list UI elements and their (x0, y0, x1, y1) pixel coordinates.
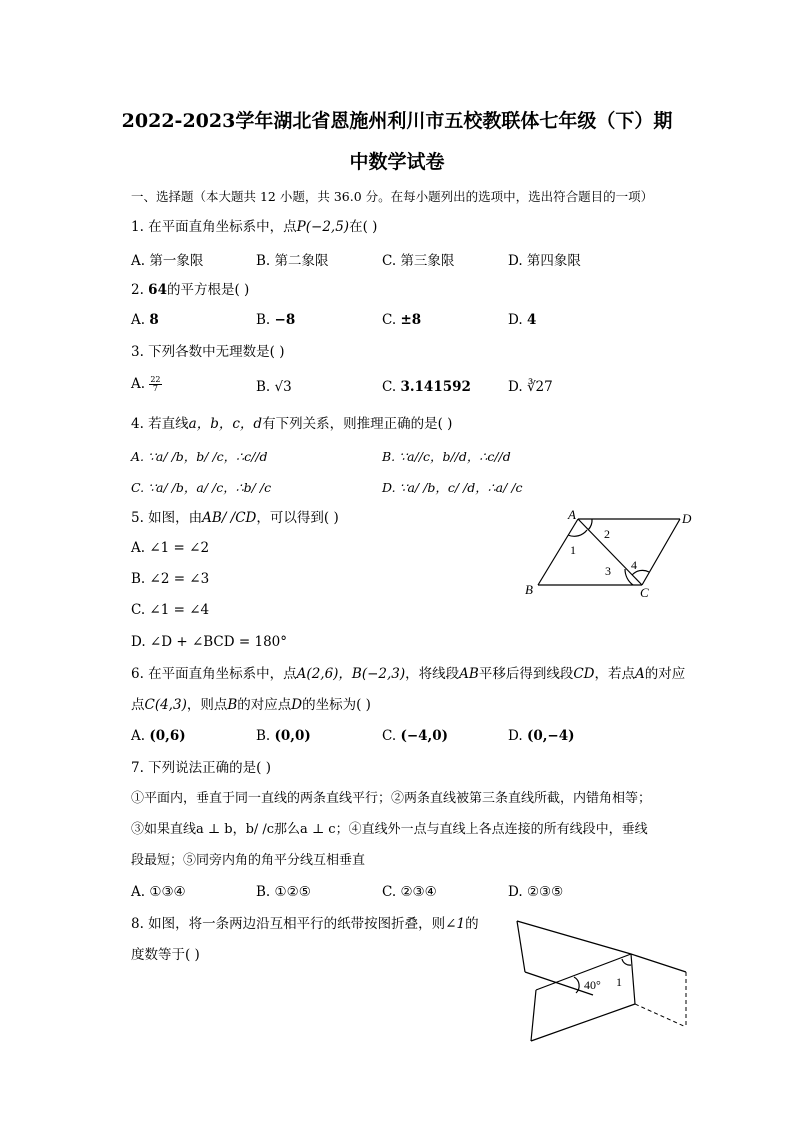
q4-option-a: A. ∵a/ /b，b/ /c，∴c//d (131, 449, 268, 464)
q3-option-d-label: D. (508, 379, 527, 395)
q2-option-c-value: ±8 (400, 312, 422, 328)
q6-option-a-value: (0,6) (149, 728, 186, 744)
section-heading: 一、选择题（本大题共 12 小题，共 36.0 分。在每小题列出的选项中，选出符合题目的一项） (131, 189, 654, 204)
q6-option-a (131, 728, 186, 744)
q3-option-b-label: B. (256, 379, 275, 395)
q2-option-d (508, 312, 536, 328)
q2-option-a (131, 312, 159, 328)
q4-option-d: D. ∵a/ /b，c/ /d，∴a/ /c (382, 480, 523, 495)
q6-option-d (508, 728, 575, 744)
q7-option-d (508, 884, 563, 900)
q6-segment: CD (573, 666, 595, 682)
q6-text: ，将线段 (405, 666, 460, 682)
q7-option-b-value: ①②⑤ (274, 884, 311, 900)
q5-stem-c: ，可以得到( ) (256, 510, 339, 526)
q7-statement-line3: 段最短；⑤同旁内角的角平分线互相垂直 (131, 853, 366, 868)
q2-option-d-label: D. (508, 312, 527, 328)
q3-option-a (131, 376, 162, 393)
q2-option-c-label: C. (382, 312, 401, 328)
q2-number: 64 (148, 282, 167, 298)
question-6-line1 (131, 665, 685, 683)
angle-1-label: 1 (570, 543, 576, 557)
q7-option-a (131, 884, 186, 900)
question-2-stem (131, 281, 249, 299)
q6-points: A(2,6)，B(−2,3) (296, 666, 406, 682)
q6-text: ，则点 (186, 697, 228, 713)
q6-point: C(4,3) (144, 697, 187, 713)
angle-1-label: 1 (616, 975, 622, 989)
question-8-line1 (131, 915, 479, 933)
q6-option-c-label: C. (382, 728, 401, 744)
q7-option-d-label: D. (508, 884, 527, 900)
q3-option-d (508, 379, 553, 395)
q6-text: 点 (131, 697, 145, 713)
q5-condition: AB/ /CD (202, 510, 257, 526)
q2-option-b (256, 312, 295, 328)
q5-stem-a: 5. 如图，由 (131, 510, 203, 526)
q8-text: 8. 如图，将一条两边沿互相平行的纸带按图折叠，则 (131, 916, 446, 932)
fraction-denominator: 7 (152, 384, 158, 393)
parallelogram-figure (520, 506, 700, 601)
exam-title-line2: 中数学试卷 (349, 151, 445, 173)
exam-title-line1: 2022-2023学年湖北省恩施州利川市五校教联体七年级（下）期 (121, 110, 673, 132)
q6-option-b (256, 728, 311, 744)
question-1-stem (131, 218, 377, 236)
q6-text: ，若点 (594, 666, 635, 682)
q2-option-b-label: B. (256, 312, 275, 328)
vertex-d-label: D (682, 511, 692, 526)
q1-option-a: A. 第一象限 (131, 253, 204, 269)
q1-option-c: C. 第三象限 (382, 253, 455, 269)
q7-option-c-value: ②③④ (400, 884, 437, 900)
q4-stem-c: 有下列关系，则推理正确的是( ) (262, 416, 453, 432)
q3-option-b (256, 379, 292, 395)
q3-fraction (149, 376, 161, 393)
q2-option-c (382, 312, 421, 328)
q3-option-b-value: √3 (274, 379, 292, 395)
q6-point: B (227, 697, 238, 713)
fraction-numerator: 22 (150, 375, 161, 384)
question-5-stem (131, 509, 339, 527)
angle-2-label: 2 (604, 527, 610, 541)
folded-strip-figure (510, 915, 695, 1055)
q3-option-c-value: 3.141592 (400, 379, 471, 395)
q2-stem-a: 2. (131, 282, 149, 298)
q6-option-b-value: (0,0) (274, 728, 311, 744)
q6-option-d-value: (0,−4) (526, 728, 575, 744)
q7-option-a-label: A. (131, 884, 150, 900)
q6-text: 6. 在平面直角坐标系中，点 (131, 666, 297, 682)
q1-option-b: B. 第二象限 (256, 253, 329, 269)
q6-text: 平移后得到线段 (478, 666, 574, 682)
q4-stem-a: 4. 若直线 (131, 416, 189, 432)
q4-lines: a，b，c，d (188, 416, 263, 432)
q7-option-b-label: B. (256, 884, 275, 900)
q6-option-c-value: (−4,0) (400, 728, 449, 744)
question-4-stem (131, 415, 452, 433)
vertex-c-label: C (640, 585, 649, 600)
q6-point: A (635, 666, 645, 682)
q3-option-d-value: ∛27 (526, 379, 553, 395)
q7-option-c-label: C. (382, 884, 401, 900)
q8-text: 的 (465, 916, 479, 932)
q2-option-a-value: 8 (149, 312, 159, 328)
q2-option-d-value: 4 (526, 312, 537, 328)
q6-point: D (291, 697, 303, 713)
q4-option-b: B. ∵a//c，b//d，∴c//d (382, 449, 511, 464)
q4-option-c: C. ∵a/ /b，a/ /c，∴b/ /c (131, 480, 272, 495)
q7-option-a-value: ①③④ (149, 884, 186, 900)
angle-3-label: 3 (605, 564, 611, 578)
q6-segment: AB (459, 666, 479, 682)
q1-option-d: D. 第四象限 (508, 253, 581, 269)
q3-option-c-label: C. (382, 379, 401, 395)
q1-stem-a: 1. 在平面直角坐标系中，点 (131, 219, 297, 235)
q5-option-c: C. ∠1 = ∠4 (131, 602, 210, 618)
q5-option-d: D. ∠D + ∠BCD = 180° (131, 634, 288, 650)
q1-stem-c: 在( ) (349, 219, 378, 235)
question-6-line2 (131, 696, 371, 714)
q2-option-a-label: A. (131, 312, 150, 328)
q7-option-b (256, 884, 311, 900)
q3-option-c (382, 379, 471, 395)
q2-stem-c: 的平方根是( ) (166, 282, 250, 298)
q3-option-a-label: A. (131, 376, 150, 392)
angle-4-label: 4 (631, 558, 637, 572)
q6-option-b-label: B. (256, 728, 275, 744)
q1-point: P(−2,5) (296, 219, 350, 235)
q6-option-d-label: D. (508, 728, 527, 744)
q6-text: 的对应 (644, 666, 686, 682)
q6-text: 的对应点 (237, 697, 292, 713)
q8-angle: ∠1 (445, 916, 466, 932)
q6-option-c (382, 728, 448, 744)
question-3-stem: 3. 下列各数中无理数是( ) (131, 344, 285, 360)
q7-option-d-value: ②③⑤ (526, 884, 564, 900)
vertex-b-label: B (525, 582, 533, 597)
q5-option-b: B. ∠2 = ∠3 (131, 571, 210, 587)
q5-option-a: A. ∠1 = ∠2 (131, 540, 210, 556)
q7-statement-line2: ③如果直线a ⊥ b，b/ /c那么a ⊥ c；④直线外一点与直线上各点连接的所有线段中，垂线 (131, 822, 648, 837)
angle-40-label: 40° (584, 978, 601, 992)
question-8-line2: 度数等于( ) (131, 947, 200, 963)
vertex-a-label: A (568, 507, 576, 522)
q7-statement-line1: ①平面内，垂直于同一直线的两条直线平行；②两条直线被第三条直线所截，内错角相等； (131, 791, 652, 806)
q2-option-b-value: −8 (274, 312, 296, 328)
question-7-stem: 7. 下列说法正确的是( ) (131, 760, 271, 776)
q6-option-a-label: A. (131, 728, 150, 744)
q7-option-c (382, 884, 437, 900)
q6-text: 的坐标为( ) (302, 697, 371, 713)
